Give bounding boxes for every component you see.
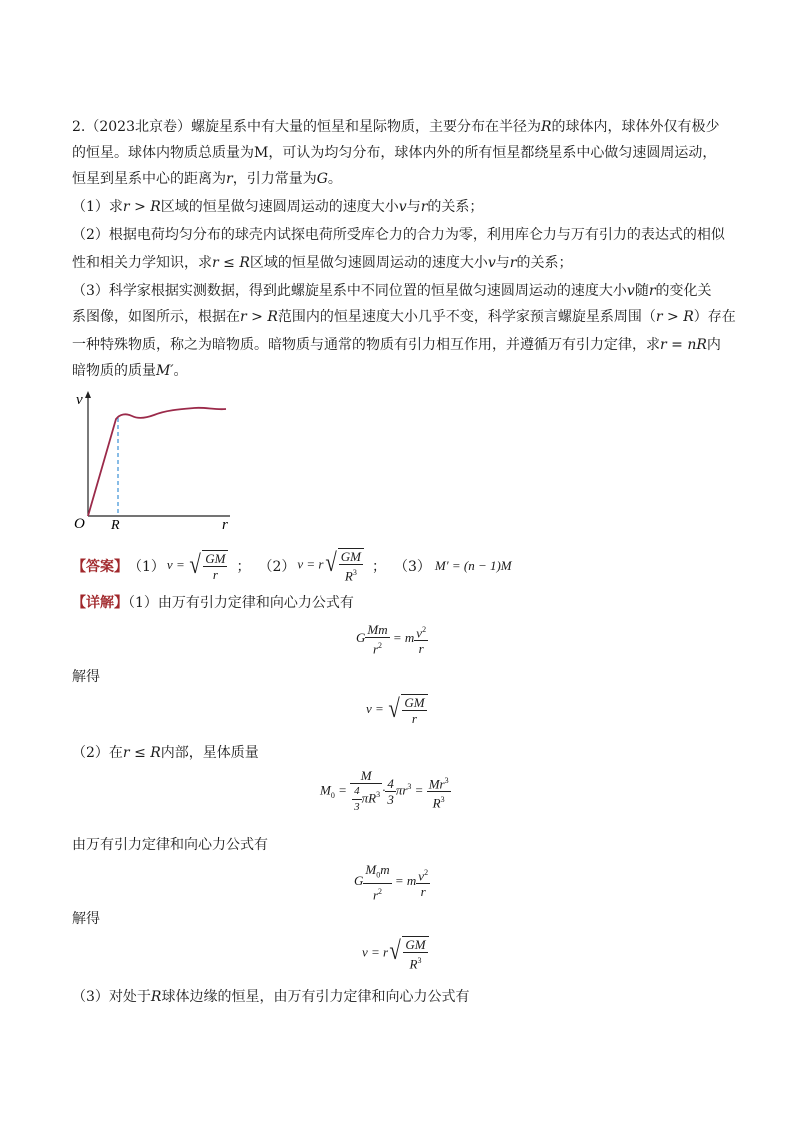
y-axis-label: v [76, 392, 83, 408]
q3-text: 暗物质的质量 [72, 363, 156, 379]
q3-text: （3）科学家根据实测数据，得到此螺旋星系中不同位置的恒星做匀速圆周运动的速度大小 [72, 283, 627, 299]
answer-separator: ； [236, 558, 251, 575]
q3-text: 的变化关 [655, 283, 712, 299]
q1-text: （1）求 [72, 199, 123, 215]
var-v: v [626, 283, 635, 299]
answer-part-label: （2） [258, 558, 296, 575]
origin-label: O [74, 516, 85, 532]
var-r: r [226, 171, 233, 187]
answer-part-label: （3） [394, 558, 431, 575]
detail-line-3 [72, 834, 268, 854]
stem-text: 。 [327, 171, 342, 187]
q1-text: 与 [406, 199, 421, 215]
equation-mass: $M_0$ = M $\frac{4}{3}$ $\pi R^3$ · $\frac{4}{3}$ $\pi r^3$ = $\frac{Mr^3}{R^3}$ [320, 768, 449, 813]
equation-gravity-1: G $\frac{Mm}{r^2}$ = m $\frac{v^2}{r}$ [356, 622, 427, 657]
question-3-line-3 [72, 334, 721, 354]
q3-text: 。 [173, 363, 188, 379]
equation-v-result-2: v = r √ $\frac{GM}{R^3}$ [362, 936, 429, 971]
stem-text: 的球体内，球体外仅有极少 [551, 119, 720, 135]
q2-text: 与 [495, 255, 510, 271]
var-r: r [509, 255, 517, 271]
q3-text: 范围内的恒星速度大小几乎不变，科学家预言螺旋星系周围（ [277, 309, 656, 325]
detail-text: 解得 [72, 669, 100, 685]
problem-source: （2023北京卷） [85, 119, 191, 135]
var-v: v [398, 199, 407, 215]
x-axis-label: r [222, 517, 228, 532]
q2-text: 的关系； [516, 255, 573, 271]
detail-text: 由万有引力定律和向心力公式有 [72, 837, 268, 853]
problem-line-2 [72, 142, 716, 162]
q3-condition: r = nR [660, 337, 707, 353]
q2-text: （2）根据电荷均匀分布的球壳内试探电荷所受库仑力的合力为零，利用库仑力与万有引力的表达式的相似 [72, 227, 725, 243]
q1-text: 的关系； [427, 199, 484, 215]
question-1 [72, 196, 483, 216]
var-r: r [420, 199, 428, 215]
equation-v-result-1: v = √ $\frac{GM}{r}$ [366, 694, 428, 726]
problem-line-3 [72, 168, 342, 188]
equation-gravity-2: G $\frac{M_0m}{r^2}$ = m $\frac{v^2}{r}$ [354, 862, 429, 902]
problem-number: 2. [72, 119, 86, 135]
detail-text: （2）在 [72, 745, 123, 761]
detail-text: （3）对处于 [72, 989, 151, 1005]
detail-line-1 [72, 592, 354, 612]
solve-line-1 [72, 666, 100, 686]
detail-line-2 [72, 742, 259, 762]
detail-text: （1）由万有引力定律和向心力公式有 [128, 595, 354, 611]
velocity-curve [88, 408, 226, 516]
answer-1-formula: v = √ $\frac{GM}{r}$ [167, 550, 229, 582]
q2-text: 区域的恒星做匀速圆周运动的速度大小 [249, 255, 488, 271]
question-3-line-2 [72, 306, 736, 326]
var-R: R [541, 119, 552, 135]
q3-text: ）存在 [693, 309, 736, 325]
detail-condition: r ≤ R [122, 745, 161, 761]
problem-line-1 [72, 116, 720, 136]
q3-text: 内 [706, 337, 721, 353]
var-v: v [487, 255, 496, 271]
answer-part-label: （1） [128, 558, 165, 575]
detail-text: 球体边缘的恒星，由万有引力定律和向心力公式有 [161, 989, 470, 1005]
q3-condition: r > R [240, 309, 278, 325]
detail-text: 解得 [72, 911, 100, 927]
detail-tag: 【详解】 [72, 595, 128, 611]
question-2-line-1 [72, 224, 725, 244]
question-3-line-4 [72, 360, 188, 380]
stem-text: ，引力常量为 [232, 171, 317, 187]
q3-text: 随 [634, 283, 649, 299]
velocity-radius-graph [72, 388, 242, 532]
r-marker-label: R [111, 518, 120, 532]
answer-separator: ； [372, 558, 386, 575]
var-R: R [150, 989, 162, 1005]
q1-text: 区域的恒星做匀速圆周运动的速度大小 [160, 199, 399, 215]
answer-2-formula: v = r √ $\frac{GM}{R^3}$ [297, 548, 364, 583]
var-G: G [316, 171, 328, 187]
q2-condition: r ≤ R [212, 255, 250, 271]
q2-text: 性和相关力学知识，求 [72, 255, 212, 271]
y-axis-arrow [85, 391, 91, 398]
q3-text: 系图像，如图所示，根据在 [72, 309, 240, 325]
q1-condition: r > R [122, 199, 161, 215]
answer-tag: 【答案】 [72, 558, 128, 575]
stem-text: 恒星到星系中心的距离为 [72, 171, 226, 187]
detail-line-4 [72, 986, 469, 1006]
question-3-line-1 [72, 280, 712, 300]
stem-text: 的恒星。球体内物质总质量为M，可认为均匀分布，球体内外的所有恒星都绕星系中心做匀速圆周运动， [72, 145, 717, 161]
solve-line-2 [72, 908, 100, 928]
q3-text: 一种特殊物质，称之为暗物质。暗物质与通常的物质有引力相互作用，并遵循万有引力定律，求 [72, 337, 660, 353]
detail-text: 内部，星体质量 [160, 745, 259, 761]
answer-line [72, 548, 512, 583]
stem-text: 螺旋星系中有大量的恒星和星际物质，主要分布在半径为 [191, 119, 541, 135]
var-r: r [648, 283, 656, 299]
var-Mprime: M′ [156, 363, 174, 379]
answer-3-formula: M′ = (n − 1)M [434, 557, 512, 573]
q3-condition: r > R [655, 309, 694, 325]
question-2-line-2 [72, 252, 573, 272]
